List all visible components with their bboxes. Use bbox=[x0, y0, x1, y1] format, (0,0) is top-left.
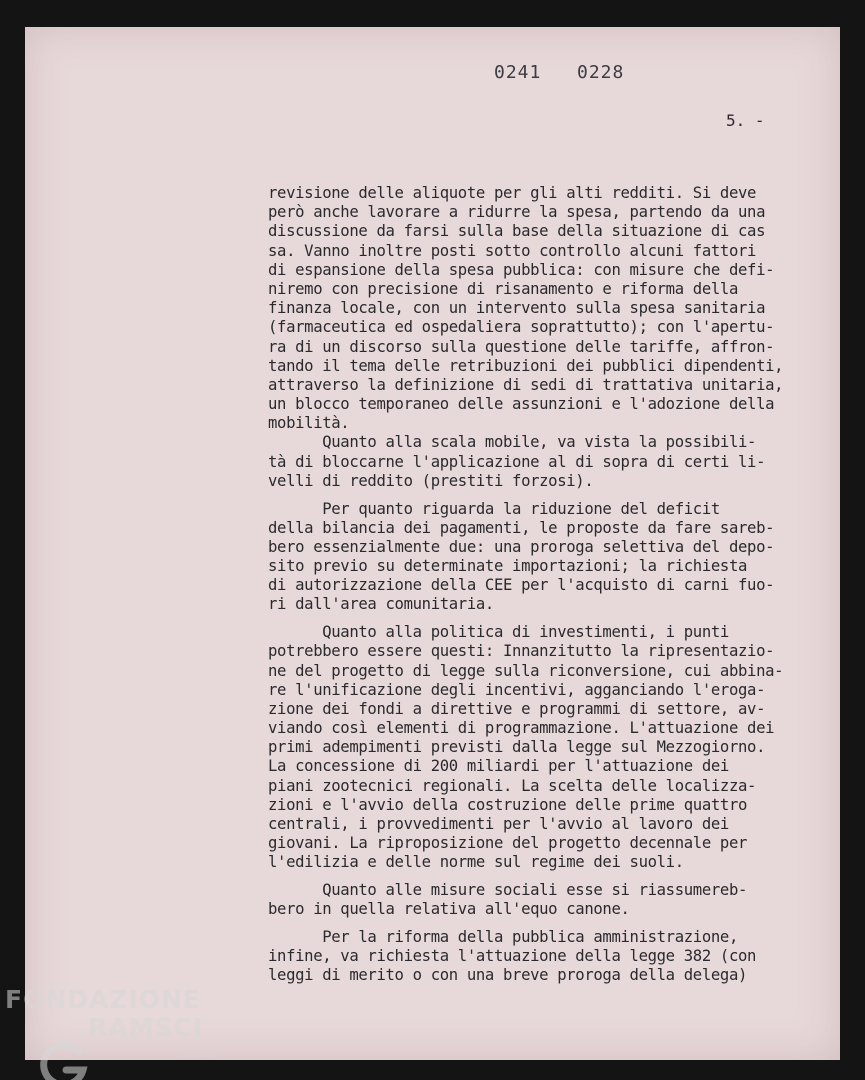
archive-number-left: 0241 bbox=[494, 62, 542, 83]
text-line: ne del progetto di legge sulla riconversione, cui abbina- bbox=[268, 661, 784, 680]
text-line: giovani. La riproposizione del progetto decennale per bbox=[268, 834, 748, 853]
text-line: tà di bloccarne l'applicazione al di sopra di certi li- bbox=[268, 452, 766, 471]
text-line: di autorizzazione della CEE per l'acquisto di carni fuo- bbox=[268, 576, 775, 595]
watermark-line-3: onlus bbox=[181, 1047, 213, 1060]
paragraph-gap bbox=[268, 873, 828, 882]
text-line: re l'unificazione degli incentivi, agganciando l'eroga- bbox=[268, 680, 766, 699]
paragraph-gap bbox=[268, 615, 828, 624]
text-line: revisione delle aliquote per gli alti redditi. Si deve bbox=[268, 184, 757, 202]
text-line: viando così elementi di programmazione. L'attuazione dei bbox=[268, 719, 775, 738]
text-line: zione dei fondi a direttive e programmi di settore, av- bbox=[268, 699, 766, 718]
text-line: La concessione di 200 miliardi per l'attuazione dei bbox=[268, 757, 729, 776]
text-line: (farmaceutica ed ospedaliera soprattutto); con l'apertu- bbox=[268, 318, 775, 337]
text-line: ra di un discorso sulla questione delle tariffe, affron- bbox=[268, 337, 775, 356]
text-line: della bilancia dei pagamenti, le proposte da fare sareb- bbox=[268, 518, 775, 537]
text-line: un blocco temporaneo delle assunzioni e l'adozione della bbox=[268, 395, 775, 414]
text-line: Quanto alle misure sociali esse si riassumereb- bbox=[268, 881, 748, 900]
text-line: velli di reddito (prestiti forzosi). bbox=[268, 471, 594, 490]
text-line: Quanto alla scala mobile, va vista la possibili- bbox=[268, 433, 757, 452]
text-line: attraverso la definizione di sedi di trattativa unitaria, bbox=[268, 375, 784, 394]
text-line: Per la riforma della pubblica amministrazione, bbox=[268, 927, 738, 946]
text-line: infine, va richiesta l'attuazione della legge 382 (con bbox=[268, 947, 757, 966]
text-line: finanza locale, con un intervento sulla spesa sanitaria bbox=[268, 299, 766, 318]
text-line: Per quanto riguarda la riduzione del deficit bbox=[268, 499, 720, 518]
text-line: leggi di merito o con una breve proroga della delega) bbox=[268, 966, 748, 985]
text-line: zioni e l'avvio della costruzione delle prime quattro bbox=[268, 795, 748, 814]
text-line: ri dall'area comunitaria. bbox=[268, 595, 494, 614]
text-line: potrebbero essere questi: Innanzitutto la ripresentazio- bbox=[268, 642, 775, 661]
g-letter-logo-icon bbox=[39, 1040, 89, 1080]
text-line: Quanto alla politica di investimenti, i punti bbox=[268, 623, 729, 642]
text-line: però anche lavorare a ridurre la spesa, partendo da una bbox=[268, 203, 766, 222]
text-line: discussione da farsi sulla base della situazione di cas bbox=[268, 222, 766, 241]
watermark-line-1: FONDAZIONE bbox=[5, 985, 202, 1014]
text-line: sa. Vanno inoltre posti sotto controllo alcuni fattori bbox=[268, 241, 757, 260]
text-line: centrali, i provvedimenti per l'avvio al lavoro dei bbox=[268, 815, 729, 833]
text-line: l'edilizia e delle norme sul regime dei suoli. bbox=[268, 853, 684, 872]
text-line: bero in quella relativa all'equo canone. bbox=[268, 900, 630, 919]
text-line: niremo con precisione di risanamento e riforma della bbox=[268, 279, 738, 298]
text-line: piani zootecnici regionali. La scelta delle localizza- bbox=[268, 776, 757, 795]
watermark-line-2-text: RAMSCI bbox=[88, 1013, 204, 1042]
fondazione-gramsci-watermark bbox=[5, 985, 235, 1080]
text-line: sito previo su determinate importazioni; la richiesta bbox=[268, 557, 748, 576]
text-line: bero essenzialmente due: una proroga selettiva del depo- bbox=[268, 537, 775, 556]
page-number: 5. - bbox=[726, 111, 765, 130]
text-line: primi adempimenti previsti dalla legge sul Mezzogiorno. bbox=[268, 738, 766, 757]
text-line: mobilità. bbox=[268, 414, 350, 433]
text-line: tando il tema delle retribuzioni dei pubblici dipendenti, bbox=[268, 356, 784, 375]
typewritten-body bbox=[268, 184, 828, 986]
paragraph-gap bbox=[268, 919, 828, 928]
paragraph-gap bbox=[268, 491, 828, 500]
text-line: di espansione della spesa pubblica: con misure che defi- bbox=[268, 260, 775, 279]
archive-number-right: 0228 bbox=[577, 62, 625, 83]
